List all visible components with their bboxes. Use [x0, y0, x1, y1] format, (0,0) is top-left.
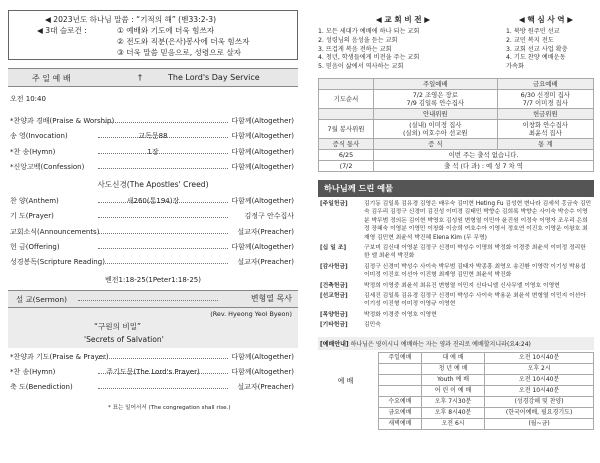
- order-item-mid: 새260(통194)장: [126, 197, 180, 206]
- duty-h1: 주일예배: [374, 79, 498, 90]
- worship-place: 어 린 이 예 배: [421, 385, 484, 396]
- order-item: [8, 350, 298, 365]
- leader-dots: [98, 122, 228, 123]
- offering-names: 김정구 신경미 박성수 사이숙 박무범 김태자 박종흥 최영오 송진환 이영락 이기성 박용섭 이미정 이진호 이선아 이진형 최재영 김민현 최윤석 박진화: [364, 263, 586, 279]
- core-box: [498, 14, 594, 72]
- hosts-row: [319, 120, 594, 139]
- worship-name: [379, 385, 422, 396]
- order-item: [8, 160, 298, 175]
- stats-date-2: (7/2: [319, 161, 374, 172]
- prayer-sun: [374, 90, 498, 109]
- worship-header: [318, 337, 594, 350]
- prayer-fri: [497, 90, 593, 109]
- offering-names: 박정희 이영중 최윤석 최유진 변형열 이민지 신다니엘 신사무엘 이영호 이영현: [364, 282, 560, 289]
- worship-name: [379, 374, 422, 385]
- offering-row: [318, 199, 594, 243]
- offering-names: 김기동 김일록 김유경 김영은 배우숙 김미현 Heting Fu 김성현 변나라 김세석 홍금숙 김민숙 김우리 김정구 신경미 김진성 이미경 김태민 박향순 김희록 박향순 사이숙 박승수 이영분 박무범 정의돈 김이현 박영호 김성원 변형열 이민아 윤진원 이정숙 이명자 조우리 은희정 장혜숙 이영분 이영민 이창화 이승희 여호수아 이영서 정호연 이진호 이영운 이왕호 최재영 김민현 최윤석 박진혜 Elena Kim (무 무명): [364, 201, 592, 241]
- sermon-label: 설 교(Sermon): [16, 294, 67, 304]
- stats-row-1: [319, 150, 594, 161]
- offering-row: [318, 291, 594, 310]
- order-item: [8, 209, 298, 224]
- hosts-h2: 헌금위원: [497, 109, 593, 120]
- offering-row: [318, 243, 594, 262]
- order-item-label: *신앙고백(Confession): [10, 162, 85, 171]
- stats-text-2: 출 석 (다 과) : 예 성 7 차 역: [374, 161, 594, 172]
- offering-row: [318, 262, 594, 281]
- offering-header: 하나님께 드린 예물: [318, 180, 594, 197]
- core-list: [498, 28, 594, 72]
- slogan-2: ② 전도와 직분(은사)봉사에 더욱 힘쓰자: [117, 37, 250, 46]
- order-item-right: 김정구 안수집사: [244, 212, 294, 221]
- offering-row: [318, 281, 594, 291]
- worship-row: [379, 407, 594, 418]
- order-item: [8, 129, 298, 144]
- order-item-label: 성경봉독(Scripture Reading): [10, 258, 105, 267]
- offering-kind: [감사헌금]: [320, 263, 348, 270]
- order-item-label: 축 도(Benediction): [10, 383, 73, 392]
- hosts-h0: [319, 109, 374, 120]
- order-list-3: [8, 350, 298, 396]
- footnote: * 표는 일어서서 (The congregation shall rise.): [108, 404, 231, 411]
- core-item: 3. 교회 선교 사업 확충: [506, 45, 568, 53]
- core-item: 2. 교민 복지 전도: [506, 36, 554, 44]
- worship-row: [379, 385, 594, 396]
- worship-name: 금요예배: [379, 407, 422, 418]
- worship-row: [379, 396, 594, 407]
- scripture-line: 벧전1:18-25(1Peter1:18-25): [105, 275, 201, 284]
- service-title-en: The Lord's Day Service: [168, 73, 260, 82]
- slogan-label: ◀ 3대 슬로건 :: [37, 26, 87, 35]
- duty-header-row: [319, 79, 594, 90]
- order-item: [8, 380, 298, 395]
- core-item: 4. 기도 찬양 예배운동: [506, 54, 566, 62]
- order-item-label: *찬양과 경배(Praise & Worship): [10, 117, 115, 125]
- leader-dots: [98, 168, 228, 169]
- worship-row: [379, 374, 594, 385]
- creed-line: 사도신경(The Apostles' Creed): [97, 180, 209, 190]
- stats-date-1: 6/25: [319, 150, 374, 161]
- hosts-h1: 안내위원: [374, 109, 498, 120]
- vision-item: 4. 청년, 학생들에게 비전을 주는 교회: [318, 54, 420, 62]
- core-item: 1. 북방 원주민 선교: [506, 28, 560, 35]
- offering-names: 김세진 김일록 김유경 김정구 신경미 박성수 사이숙 박용운 최윤석 변형열 이민지 이선아 이기성 이진형 이미정 이영규 이영현: [364, 293, 586, 308]
- worship-place: Youth 예 배: [421, 374, 484, 385]
- order-item: [8, 114, 298, 129]
- worship-place: 청 년 예 배: [421, 363, 484, 374]
- offering-names: 박정화 이경중 이영호 이영현: [364, 311, 437, 318]
- offering-row: [318, 310, 594, 320]
- duty-h2: 금요예배: [497, 79, 593, 90]
- hosts-b-2: 최윤석 집사: [528, 129, 562, 137]
- sermon-title-ko: “구원의 비밀”: [94, 321, 141, 331]
- worship-row: [379, 352, 594, 363]
- order-item-right: 다함께(Altogether): [231, 243, 294, 252]
- offering-kind: [선교헌금]: [320, 293, 348, 300]
- worship-place: 오전 6시: [421, 418, 484, 429]
- offering-table: [318, 199, 594, 331]
- worship-name: [379, 363, 422, 374]
- order-item-right: 다함께(Altogether): [231, 147, 294, 156]
- slogan-row-1: [15, 25, 297, 36]
- worship-place: 오후 7시30분: [421, 396, 484, 407]
- offering-kind: [건축헌금]: [320, 282, 348, 289]
- service-title-ko: 주 일 예 배: [32, 74, 71, 83]
- worship-place: 오후 8시40분: [421, 407, 484, 418]
- prayer-sun-1: 7/2 조영은 장로: [412, 91, 458, 99]
- hosts-header-row: [319, 109, 594, 120]
- worship-row: [379, 363, 594, 374]
- order-item-right: 다함께(Altogether): [231, 132, 294, 141]
- vision-title: ◀ 교 회 비 전 ▶: [375, 15, 431, 24]
- order-item-mid: 교독문88: [138, 132, 168, 141]
- year-word: ◀ 2023년도 하나님 말씀 : “기적의 해” (벧33:2-3): [45, 15, 217, 24]
- order-item: [8, 225, 298, 240]
- order-item: [8, 365, 298, 380]
- worship-name: 주일예배: [379, 352, 422, 363]
- prayer-fri-1: 6/30 신경미 집사: [520, 91, 570, 99]
- duty-table: [318, 78, 594, 172]
- worship-row: [379, 418, 594, 429]
- worship-block: [318, 352, 594, 430]
- order-item-right: 다함께(Altogether): [231, 197, 294, 206]
- right-column: [318, 14, 594, 430]
- offering-kind: [기타헌금]: [320, 322, 348, 329]
- stats-header-row: [319, 139, 594, 150]
- sermon-title-en: 'Secrets of Salvation': [84, 334, 164, 344]
- stats-text-1: 이번 주는 출석 없습니다.: [374, 150, 594, 161]
- worship-table: [378, 352, 594, 430]
- hosts-a-2: (실외) 여호수아 선교원: [403, 129, 468, 137]
- stats-h2: 통 계: [497, 139, 593, 150]
- order-item: [8, 255, 298, 270]
- worship-time: 오후 2시: [485, 363, 594, 374]
- vision-item: 2. 성령님의 음성을 듣는 교회: [318, 36, 398, 44]
- vision-item: 5. 믿음이 삶에서 역사하는 교회: [318, 63, 404, 71]
- order-item-right: 다함께(Altogether): [231, 162, 294, 171]
- order-item-mid: 1장: [147, 147, 159, 156]
- left-column: [8, 10, 298, 411]
- order-item-label: 찬 양(Anthem): [10, 197, 59, 206]
- service-title-bar: [8, 68, 298, 87]
- offering-names: 구보미 김신대 이영분 김정구 신경미 박성수 이명희 박정화 이경중 최윤석 이미정 정리한 한 엘 최윤석 박진화: [364, 245, 586, 260]
- order-item-mid: 주기도문(The Lord's Prayer): [106, 367, 200, 376]
- order-item-label: 기 도(Prayer): [10, 212, 54, 221]
- hosts-b-1: 이창화 안수집사: [522, 121, 568, 129]
- vision-list: [318, 28, 488, 72]
- order-item-label: 송 영(Invocation): [10, 132, 68, 141]
- theme-box: [8, 10, 298, 60]
- sermon-bar: [8, 290, 298, 308]
- vision-box: [318, 14, 488, 72]
- offering-row: [318, 320, 594, 330]
- offering-kind: [주일헌금]: [320, 201, 348, 207]
- leader-dots: [98, 263, 228, 264]
- order-item-right: 설교자(Preacher): [237, 258, 294, 267]
- worship-time: 오전 10시40분: [485, 352, 594, 363]
- order-list-2: [8, 194, 298, 270]
- order-item-label: *찬양과 기도(Praise & Prayer): [10, 352, 109, 361]
- stats-h0: 증식 통사: [319, 139, 374, 150]
- prayer-label: 기도순서: [319, 90, 374, 109]
- prayer-sun-2: 7/9 김일록 안수집사: [406, 99, 465, 107]
- order-item-right: 다함께(Altogether): [231, 367, 294, 376]
- vision-item: 3. 뜨겁게 복음 전하는 교회: [318, 45, 392, 53]
- leader-dots: [98, 233, 228, 234]
- slogan-1: ① 예배와 기도에 더욱 힘쓰자: [117, 26, 215, 35]
- offering-kind: [목양헌금]: [320, 311, 348, 318]
- offering-kind: [십 일 조]: [320, 245, 347, 252]
- worship-time: (한국어예배, 필요경기도): [485, 407, 594, 418]
- worship-name: 새벽예배: [379, 418, 422, 429]
- preacher-en: (Rev. Hyeong Yeol Byeon): [210, 309, 292, 318]
- order-item-label: 헌 금(Offering): [10, 243, 60, 252]
- worship-name: 수요예배: [379, 396, 422, 407]
- worship-header-text: 하나님은 영이시니 예배하는 자는 영과 진리로 예배할지니라(요4:24): [350, 340, 531, 348]
- service-time: 오전 10:40: [10, 95, 46, 103]
- sermon-dots: [78, 300, 218, 301]
- order-item: [8, 145, 298, 160]
- core-title: ◀ 핵 심 사 역 ▶: [518, 15, 574, 24]
- worship-time: (성경강해 및 찬양): [485, 396, 594, 407]
- leader-dots: [98, 217, 228, 218]
- worship-time: (월~금): [485, 418, 594, 429]
- sermon-detail: [8, 308, 298, 348]
- worship-time: 오전 10시40분: [485, 374, 594, 385]
- worship-side-label: 예 배: [337, 376, 354, 385]
- leader-dots: [98, 388, 228, 389]
- hosts-b: [497, 120, 593, 139]
- order-item-right: 다함께(Altogether): [231, 352, 294, 361]
- order-item: [8, 240, 298, 255]
- hosts-label: 7월 봉사위원: [319, 120, 374, 139]
- stats-row-2: [319, 161, 594, 172]
- cross-icon: †: [138, 73, 142, 82]
- hosts-a-1: (실내) 이미정 집사: [409, 121, 462, 129]
- duty-prayer-row: [319, 90, 594, 109]
- order-item-right: 다함께(Altogether): [231, 117, 294, 125]
- duty-h0: [319, 79, 374, 90]
- order-item-right: 설교자(Preacher): [237, 227, 294, 236]
- order-item-label: *찬 송(Hymn): [10, 367, 56, 376]
- vision-core: [318, 14, 594, 76]
- worship-place: 대 예 배: [421, 352, 484, 363]
- order-item: [8, 194, 298, 209]
- stats-h1: 증 식: [374, 139, 498, 150]
- order-item-label: *찬 송(Hymn): [10, 147, 56, 156]
- order-item-label: 교회소식(Announcements): [10, 227, 100, 236]
- worship-time: 오전 10시40분: [485, 385, 594, 396]
- leader-dots: [98, 358, 228, 359]
- worship-header-label: [예배안내]: [320, 340, 349, 348]
- order-item-right: 설교자(Preacher): [237, 383, 294, 392]
- hosts-a: [374, 120, 498, 139]
- order-list-1: [8, 114, 298, 175]
- sermon-preacher: 변형열 목사: [250, 293, 292, 303]
- core-item: 가속화: [506, 63, 524, 71]
- vision-item: 1. 모든 세대가 예배에 하나 되는 교회: [318, 28, 420, 35]
- slogan-3: ③ 더욱 말씀 믿음으로, 성령으로 살자: [117, 48, 241, 57]
- prayer-fri-2: 7/7 이미경 집사: [522, 99, 568, 107]
- leader-dots: [98, 248, 228, 249]
- offering-names: 김민숙: [364, 322, 381, 329]
